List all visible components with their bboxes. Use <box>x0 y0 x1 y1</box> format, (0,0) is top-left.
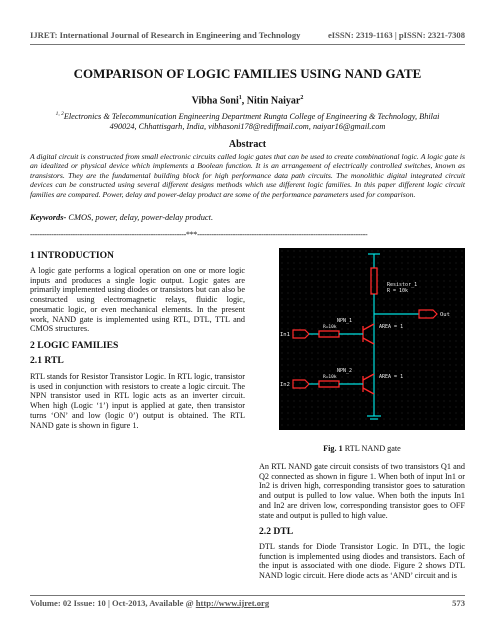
logic-families-heading: 2 LOGIC FAMILIES <box>30 340 119 351</box>
rtl-nand-schematic <box>279 248 465 430</box>
affil-line-2: 490024, Chhattisgarh, India, vibhasoni178@rediffmail.com, naiyar16@gmail.com <box>109 121 386 131</box>
schematic-grid <box>279 248 465 430</box>
authors <box>30 95 465 106</box>
author-2-sup: 2 <box>300 95 304 101</box>
input-1-label: In1 <box>280 332 290 338</box>
footer-volume <box>30 598 269 608</box>
npn2-label: NPN_2 <box>337 368 353 374</box>
author-2: Nitin Naiyar <box>246 95 301 107</box>
author-1: Vibha Soni <box>191 95 239 107</box>
author-1-sup: 1 <box>238 95 242 101</box>
resistor-pullup-label: Resistor_1 <box>387 282 418 288</box>
figure-caption-text: RTL NAND gate <box>342 444 401 453</box>
intro-heading: 1 INTRODUCTION <box>30 250 114 261</box>
resistor-pullup-value: R = 10k <box>387 288 409 294</box>
rtl-heading: 2.1 RTL <box>30 355 64 366</box>
section-separator: ------------------------------------------------------------------***------------------------------------------------------------------------ <box>30 230 368 239</box>
page-footer <box>30 598 465 608</box>
keywords <box>30 213 465 222</box>
journal-link[interactable]: http://www.ijret.org <box>195 598 270 608</box>
intro-text: A logic gate performs a logical operation on one or more logic inputs and produces a single logic output. Logic gates are primarily implemented using diodes or transistors but can also be constructed using electromagnetic relays, fluidic logic, pneumatic logic, or even mechanical elements. In the present work, NAND gate is implemented using RTL, DTL, TTL and CMOS structures. <box>30 266 245 334</box>
issn: eISSN: 2319-1163 | pISSN: 2321-7308 <box>327 30 465 40</box>
header-rule <box>30 44 465 45</box>
base-resistor-2-label: R=10k <box>323 375 337 380</box>
base-resistor-1-label: R=10k <box>323 325 337 330</box>
author-sep: , <box>241 95 247 107</box>
paper-title: COMPARISON OF LOGIC FAMILIES USING NAND GATE <box>73 66 422 81</box>
affil-line-1: Electronics & Telecommunication Engineering Department Rungta College of Engineering & Technology, Bhilai <box>63 111 440 121</box>
affiliation <box>40 109 455 132</box>
rtl-description: An RTL NAND gate circuit consists of two transistors Q1 and Q2 connected as shown in figure 1. When both of input In1 or In2 is driven high, corresponding transistor goes to saturation and output is pulled to low value. When both the inputs In1 and In2 are driven low, corresponding transistor goes to OFF state and output is pulled to high value. <box>259 462 465 520</box>
npn2-area: AREA = 1 <box>379 374 404 380</box>
page-number: 573 <box>452 598 465 608</box>
footer-volume-text: Volume: 02 Issue: 10 | Oct-2013, Available @ <box>30 598 196 608</box>
footer-rule <box>30 595 465 596</box>
abstract-text: A digital circuit is constructed from small electronic circuits called logic gates that can be used to create combinational logic. A logic gate is an idealized or physical device which implements a Boolean function. It is an arrangement of electrically controlled switches, known as transistors. They are the fundamental building block for high performance data path circuits. The monolithic digital integrated circuit devices can be constructed using several different designs methods which use different logic families. In this paper different logic circuit families are compared. Power, delay and power-delay product are some of the performance parameters used for comparison. <box>30 152 465 199</box>
keywords-label: Keywords- <box>30 213 67 222</box>
dtl-text: DTL stands for Diode Transistor Logic. In DTL, the logic function is implemented using diodes and transistors. Each of the input is associated with one diode. Figure 2 shows DTL NAND logic circuit. Here diode acts as ‘AND’ circuit and is <box>259 542 465 581</box>
abstract-heading: Abstract <box>228 139 267 150</box>
schematic-svg <box>279 248 465 430</box>
output-label: Out <box>440 312 450 318</box>
figure-caption <box>259 444 465 453</box>
npn1-area: AREA = 1 <box>379 324 404 330</box>
npn1-label: NPN_1 <box>337 318 353 324</box>
affil-sup: 1, 2 <box>55 111 64 117</box>
keywords-text: CMOS, power, delay, power-delay product. <box>66 213 214 222</box>
figure-caption-label: Fig. 1 <box>323 444 343 453</box>
running-header <box>30 30 465 40</box>
rtl-text: RTL stands for Resistor Transistor Logic. In RTL logic, transistor is used in conjunction with resistors to create a logic circuit. The NPN transistor used in RTL logic acts as an inverter circuit. When high (Logic ‘1’) input is applied at gate, then transistor turns ‘ON’ and low (logic 0’) output is obtained. The RTL NAND gate is shown in figure 1. <box>30 372 245 430</box>
dtl-heading: 2.2 DTL <box>259 526 294 537</box>
journal-name: IJRET: International Journal of Research in Engineering and Technology <box>30 30 301 40</box>
input-2-label: In2 <box>280 382 290 388</box>
